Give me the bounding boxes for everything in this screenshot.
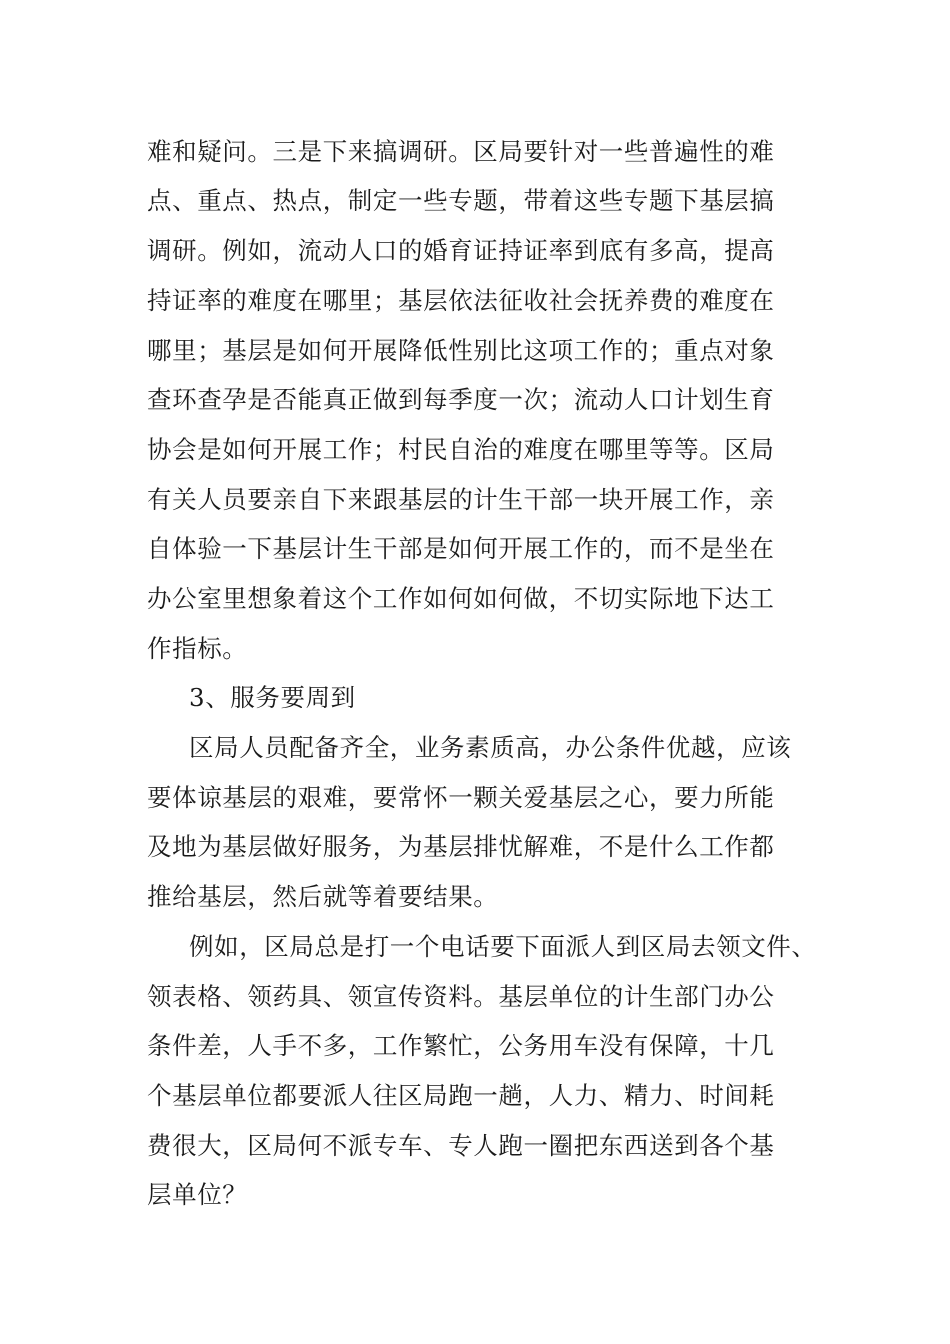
text-line: 推给基层，然后就等着要结果。 (147, 882, 499, 911)
text-line: 点、重点、热点，制定一些专题，带着这些专题下基层搞 (147, 186, 775, 215)
text-line: 层单位？ (147, 1180, 248, 1209)
text-line: 要体谅基层的艰难，要常怀一颗关爱基层之心，要力所能 (147, 783, 775, 812)
text-line: 难和疑问。三是下来搞调研。区局要针对一些普遍性的难 (147, 137, 775, 166)
text-line: 哪里；基层是如何开展降低性别比这项工作的；重点对象 (147, 336, 775, 365)
text-line: 费很大，区局何不派专车、专人跑一圈把东西送到各个基 (147, 1131, 775, 1160)
text-line: 持证率的难度在哪里；基层依法征收社会抚养费的难度在 (147, 286, 775, 315)
text-line: 自体验一下基层计生干部是如何开展工作的，而不是坐在 (147, 534, 775, 563)
text-line: 调研。例如，流动人口的婚育证持证率到底有多高，提高 (147, 236, 775, 265)
text-line: 有关人员要亲自下来跟基层的计生干部一块开展工作，亲 (147, 485, 775, 514)
text-line: 例如，区局总是打一个电话要下面派人到区局去领文件、 (189, 932, 817, 961)
text-line: 协会是如何开展工作；村民自治的难度在哪里等等。区局 (147, 435, 775, 464)
text-line: 及地为基层做好服务，为基层排忧解难，不是什么工作都 (147, 832, 775, 861)
section-heading: 3、服务要周到 (189, 683, 356, 712)
text-line: 条件差，人手不多，工作繁忙，公务用车没有保障，十几 (147, 1031, 775, 1060)
text-line: 办公室里想象着这个工作如何如何做，不切实际地下达工 (147, 584, 775, 613)
text-line: 查环查孕是否能真正做到每季度一次；流动人口计划生育 (147, 385, 775, 414)
text-line: 区局人员配备齐全，业务素质高，办公条件优越，应该 (189, 733, 792, 762)
text-line: 个基层单位都要派人往区局跑一趟，人力、精力、时间耗 (147, 1081, 775, 1110)
text-line: 领表格、领药具、领宣传资料。基层单位的计生部门办公 (147, 982, 775, 1011)
text-line: 作指标。 (147, 634, 248, 663)
